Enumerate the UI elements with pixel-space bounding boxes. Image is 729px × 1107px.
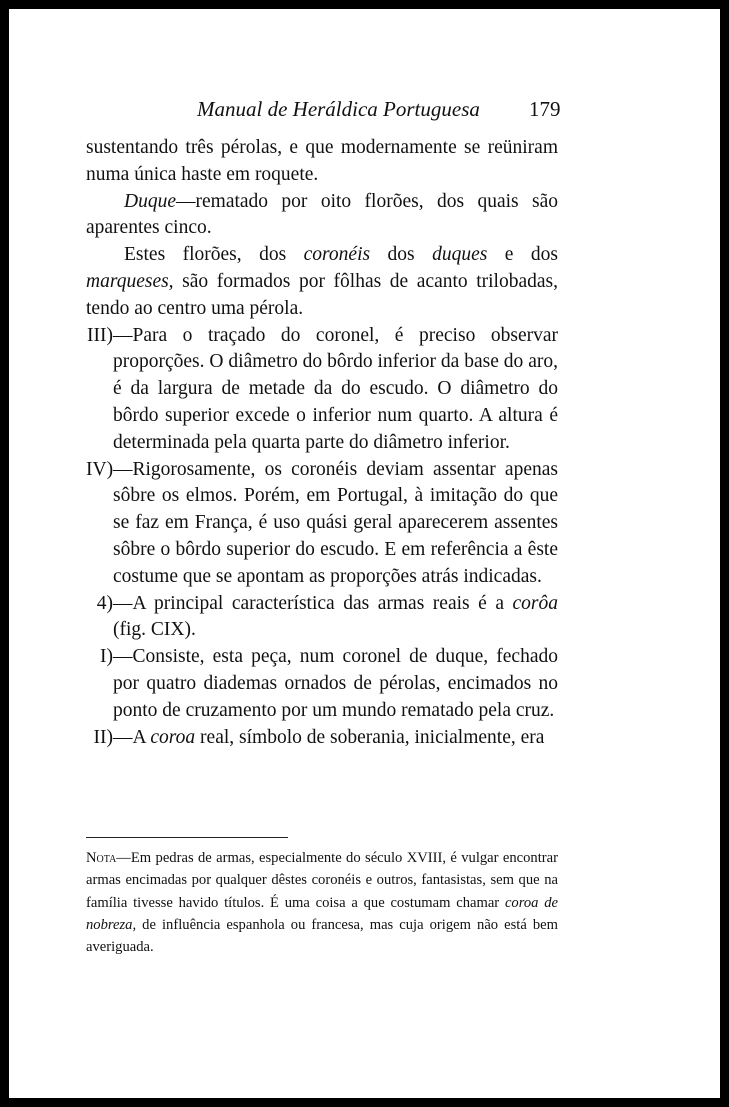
item-iv — [86, 457, 558, 591]
italic-run: duques — [432, 244, 488, 266]
item-label: I) — [100, 646, 113, 668]
text-run: real, símbolo de soberania, inicialmente, era — [195, 726, 545, 748]
footnote — [86, 847, 558, 958]
item-text: —Para o traçado do coronel, é preciso observar proporções. O diâmetro do bôrdo inferior da base do aro, é da largura de metade da do escudo. O diâmetro do bôrdo superior excede o inferior num quarto. A altura é determinada pela quarta parte do diâmetro inferior. — [113, 324, 558, 453]
text-run: Estes florões, dos — [124, 244, 304, 266]
item-i — [86, 644, 558, 724]
item-ii — [86, 725, 558, 752]
text-run: —A principal característica das armas reais é a — [113, 592, 513, 614]
text-run: —A — [113, 726, 151, 748]
italic-run: marqueses, — [86, 270, 174, 292]
item-label: 4) — [96, 592, 113, 614]
italic-run: coroa de nobreza, — [86, 894, 558, 933]
text-run: (fig. CIX). — [113, 619, 196, 641]
footnote-text — [86, 847, 558, 958]
item-label: III) — [87, 324, 113, 346]
footnote-label: Nota — [86, 850, 117, 866]
book-page — [9, 9, 720, 1098]
italic-run: coroa — [150, 726, 196, 748]
page-number: 179 — [529, 97, 561, 121]
item-iii — [86, 323, 558, 457]
item-label: II) — [93, 726, 113, 748]
paragraph-duque — [86, 189, 558, 243]
running-title: Manual de Heráldica Portuguesa — [197, 97, 480, 121]
item-text — [113, 591, 558, 645]
item-label: IV) — [86, 458, 114, 480]
item-text: —Consiste, esta peça, num coronel de duque, fechado por quatro diademas ornados de pérolas, encimados no ponto de cruzamento por um mundo rematado pela cruz. — [113, 646, 558, 721]
paragraph-1: sustentando três pérolas, e que modernamente se reüniram numa única haste em roquete. — [86, 137, 558, 185]
item-text — [113, 725, 558, 752]
italic-run: corôa — [512, 592, 558, 614]
italic-run: coronéis — [303, 244, 371, 266]
text-run: e dos — [487, 244, 558, 266]
item-4 — [86, 591, 558, 645]
text-run: são formados por fôlhas de acanto trilobadas, tendo ao centro uma pérola. — [86, 270, 558, 319]
paragraph-floroes — [86, 242, 558, 322]
footnote-divider — [86, 837, 288, 838]
paragraph-duque-text: —rematado por oito florões, dos quais são aparentes cinco. — [86, 190, 558, 239]
text-run: dos — [370, 244, 433, 266]
term-duque: Duque — [124, 190, 176, 212]
page-header — [9, 97, 720, 127]
body-text — [86, 135, 558, 751]
item-text: —Rigorosamente, os coronéis deviam assentar apenas sôbre os elmos. Porém, em Portugal, à imitação do que se faz em França, é uso quási geral aparecerem assentes sôbre o bôrdo superior do escudo. E em referência a êste costume que se apontam as proporções atrás indicadas. — [113, 458, 558, 587]
text-run: —Em pedras de armas, especialmente do século XVIII, é vulgar encontrar armas encimadas por qualquer dêstes coronéis e outros, fantasistas, sem que na família tivesse havido títulos. É uma coisa a que costumam chamar — [86, 850, 558, 911]
text-run: de influência espanhola ou francesa, mas cuja origem não está bem averiguada. — [86, 916, 558, 956]
